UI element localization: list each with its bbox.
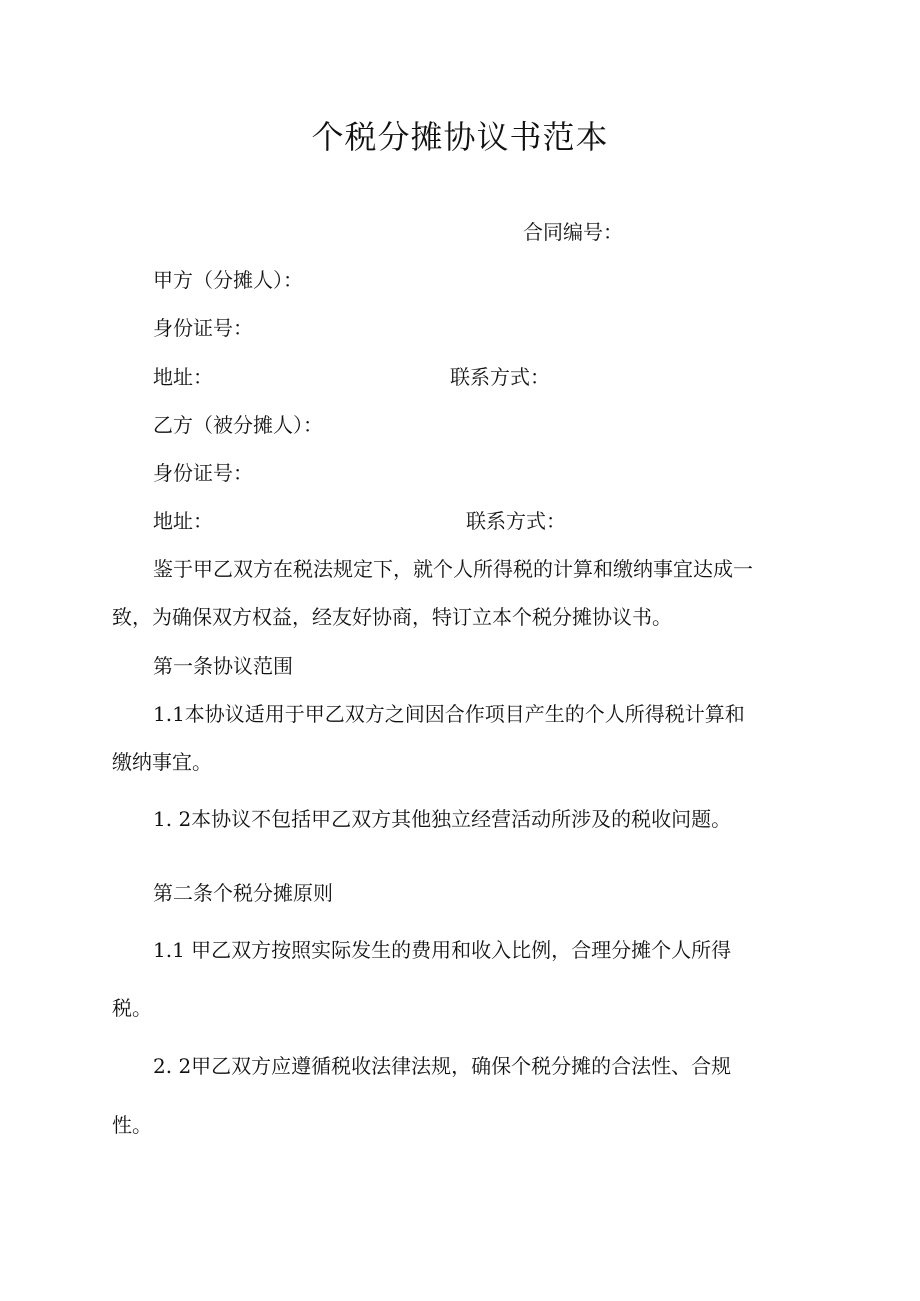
- preamble-line-2: 致，为确保双方权益，经友好协商，特订立本个税分摊协议书。: [112, 605, 672, 629]
- article-2-clause-1-line-1: 1.1 甲乙双方按照实际发生的费用和收入比例，合理分摊个人所得: [153, 938, 732, 962]
- party-a-contact-label: 联系方式：: [450, 365, 550, 389]
- preamble-line-1: 鉴于甲乙双方在税法规定下，就个人所得税的计算和缴纳事宜达成一: [153, 557, 753, 581]
- article-2-clause-2-line-1: 2. 2甲乙双方应遵循税收法律法规，确保个税分摊的合法性、合规: [153, 1054, 732, 1078]
- party-b-label: 乙方（被分摊人）：: [153, 413, 323, 437]
- article-1-clause-2: 1. 2本协议不包括甲乙双方其他独立经营活动所涉及的税收问题。: [153, 807, 732, 831]
- article-1-clause-1-line-2: 缴纳事宜。: [112, 750, 212, 774]
- party-b-contact-label: 联系方式：: [466, 509, 566, 533]
- party-b-id-label: 身份证号：: [153, 461, 253, 485]
- party-a-label: 甲方（分摊人）：: [153, 268, 303, 292]
- article-2-clause-2-line-2: 性。: [112, 1113, 152, 1137]
- party-a-id-label: 身份证号：: [153, 316, 253, 340]
- party-b-address-label: 地址：: [153, 509, 213, 533]
- document-title: 个税分摊协议书范本: [311, 118, 609, 156]
- article-1-heading: 第一条协议范围: [153, 654, 293, 678]
- contract-number-label: 合同编号：: [523, 220, 623, 244]
- party-a-address-label: 地址：: [153, 365, 213, 389]
- article-2-clause-1-line-2: 税。: [112, 996, 152, 1020]
- article-1-clause-1-line-1: 1.1本协议适用于甲乙双方之间因合作项目产生的个人所得税计算和: [153, 702, 745, 726]
- article-2-heading: 第二条个税分摊原则: [153, 881, 333, 905]
